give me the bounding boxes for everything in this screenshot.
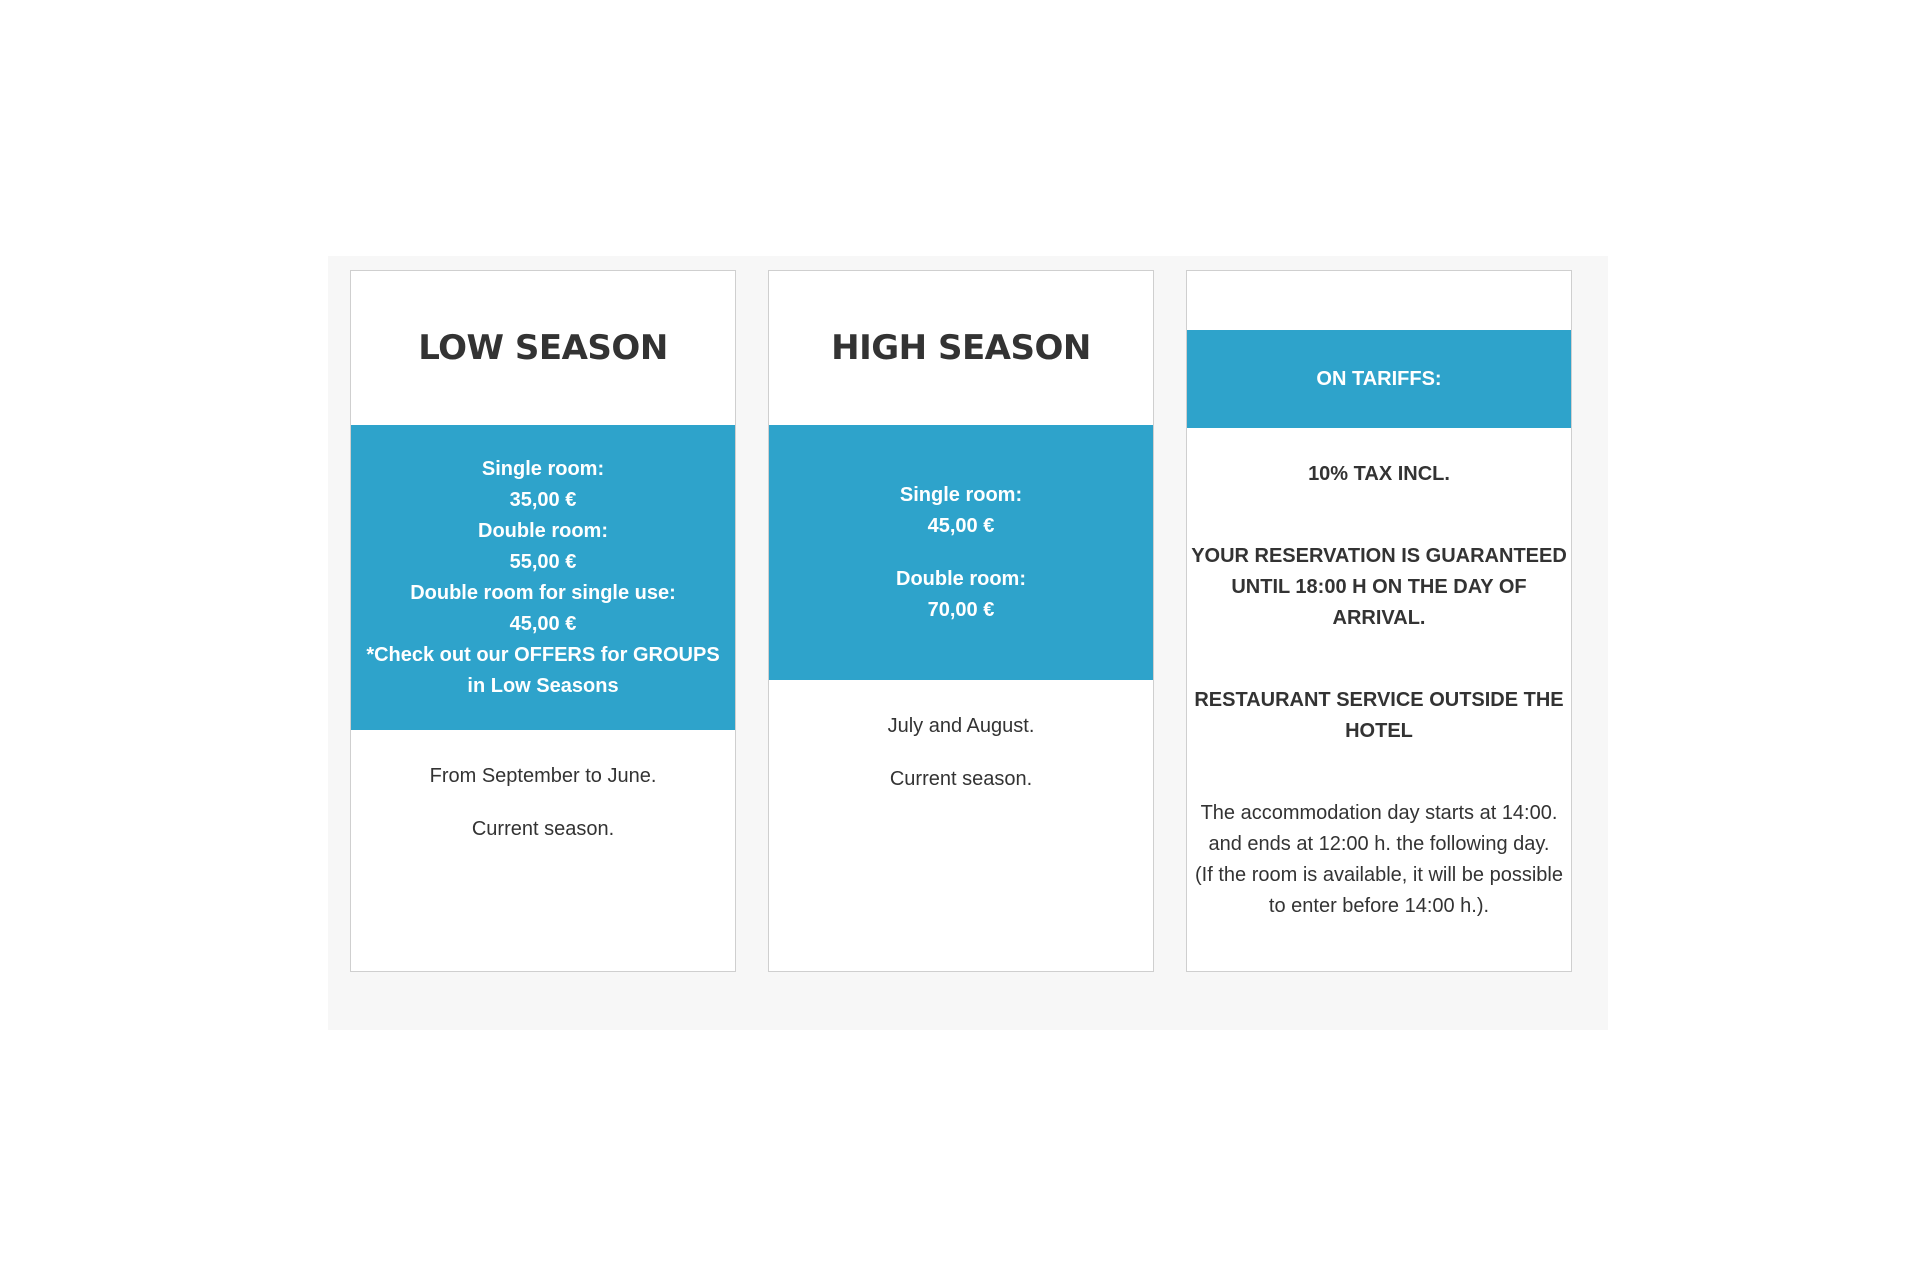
availability-note: (If the room is available, it will be possible to enter before 14:00 h.). <box>1195 864 1563 917</box>
high-season-price-band <box>769 425 1153 680</box>
high-single-room-label: Single room: <box>899 483 1023 506</box>
tariffs-header: ON TARIFFS: <box>1187 330 1571 428</box>
low-double-single-use-label: Double room for single use: <box>410 581 676 604</box>
low-season-period: From September to June. <box>429 765 657 787</box>
pricing-panel <box>328 256 1608 1030</box>
tariffs-card <box>1186 270 1572 972</box>
high-double-room-label: Double room: <box>896 567 1026 590</box>
low-season-price-band <box>351 425 735 730</box>
low-single-room-label: Single room: <box>481 457 605 480</box>
accommodation-note: The accommodation day starts at 14:00. and ends at 12:00 h. the following day. <box>1200 802 1558 855</box>
low-double-room-label: Double room: <box>478 519 608 542</box>
high-single-room-price: 45,00 € <box>927 514 995 537</box>
low-double-room-price: 55,00 € <box>509 550 577 573</box>
tax-note: 10% TAX INCL. <box>1308 463 1450 485</box>
low-double-single-use-price: 45,00 € <box>509 612 577 635</box>
low-season-card <box>350 270 736 972</box>
tariffs-body <box>1187 459 1571 922</box>
high-season-card <box>768 270 1154 972</box>
low-season-status: Current season. <box>471 818 615 840</box>
high-season-status: Current season. <box>889 768 1033 790</box>
high-season-period: July and August. <box>887 715 1035 737</box>
high-season-title: HIGH SEASON <box>831 328 1091 368</box>
low-groups-offer-note: *Check out our OFFERS for GROUPS in Low Seasons <box>366 643 720 697</box>
restaurant-note: RESTAURANT SERVICE OUTSIDE THE HOTEL <box>1194 689 1564 742</box>
low-season-notes <box>351 761 735 867</box>
low-season-title: LOW SEASON <box>418 328 668 368</box>
reservation-note: YOUR RESERVATION IS GUARANTEED UNTIL 18:00 H ON THE DAY OF ARRIVAL. <box>1191 545 1567 629</box>
low-single-room-price: 35,00 € <box>509 488 577 511</box>
high-season-notes <box>769 711 1153 817</box>
high-double-room-price: 70,00 € <box>927 598 995 621</box>
